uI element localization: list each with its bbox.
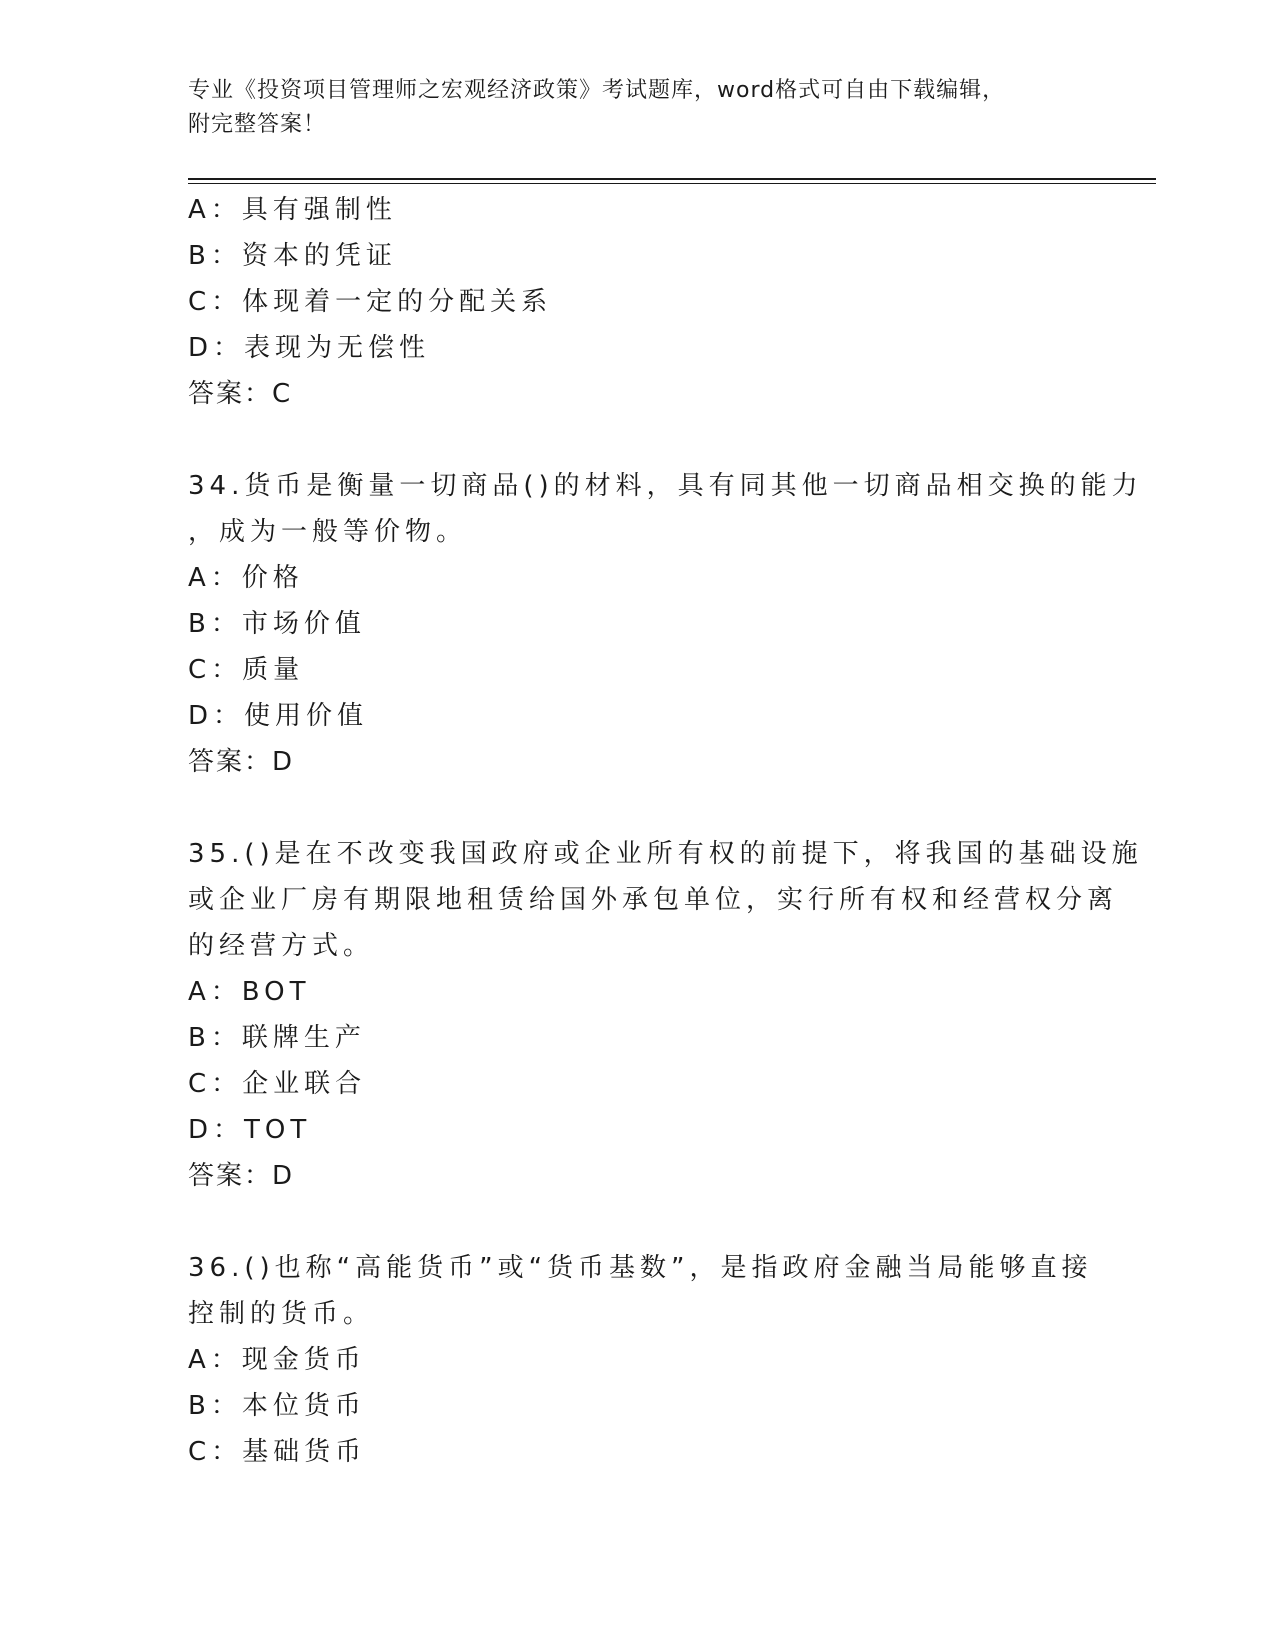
spacer bbox=[188, 785, 1088, 831]
option-a: A：现金货币 bbox=[188, 1345, 366, 1375]
question-34 bbox=[188, 463, 1143, 785]
answer-line: 答案：C bbox=[188, 379, 293, 409]
option-b: B：本位货币 bbox=[188, 1391, 366, 1421]
question-text: 36.()也称“高能货币”或“货币基数”，是指政府金融当局能够直接 bbox=[188, 1253, 1093, 1283]
option-a: A：价格 bbox=[188, 563, 304, 593]
answer-line: 答案：D bbox=[188, 747, 295, 777]
option-c: C：基础货币 bbox=[188, 1437, 367, 1467]
header-divider bbox=[188, 178, 1156, 180]
question-text: 35.()是在不改变我国政府或企业所有权的前提下，将我国的基础设施 bbox=[188, 839, 1143, 869]
header-line: 附完整答案！ bbox=[188, 112, 327, 137]
answer-line: 答案：D bbox=[188, 1161, 295, 1191]
option-c: C：体现着一定的分配关系 bbox=[188, 287, 553, 317]
option-c: C：质量 bbox=[188, 655, 305, 685]
spacer bbox=[188, 417, 1088, 463]
document-header bbox=[188, 74, 1088, 142]
question-text: 34.货币是衡量一切商品()的材料，具有同其他一切商品相交换的能力 bbox=[188, 471, 1143, 501]
header-line: 专业《投资项目管理师之宏观经济政策》考试题库，word格式可自由下载编辑， bbox=[188, 78, 1006, 103]
question-35 bbox=[188, 831, 1143, 1199]
question-text: ，成为一般等价物。 bbox=[188, 517, 468, 547]
spacer bbox=[188, 1199, 1088, 1245]
question-text: 控制的货币。 bbox=[188, 1299, 375, 1329]
option-d: D：表现为无偿性 bbox=[188, 333, 431, 363]
header-divider-thin bbox=[188, 183, 1156, 184]
option-d: D：使用价值 bbox=[188, 701, 369, 731]
question-text: 或企业厂房有期限地租赁给国外承包单位，实行所有权和经营权分离 bbox=[188, 885, 1119, 915]
option-d: D：TOT bbox=[188, 1115, 312, 1145]
option-c: C：企业联合 bbox=[188, 1069, 367, 1099]
option-a: A：具有强制性 bbox=[188, 195, 397, 225]
option-b: B：联牌生产 bbox=[188, 1023, 366, 1053]
option-b: B：资本的凭证 bbox=[188, 241, 397, 271]
question-list bbox=[188, 187, 1143, 1475]
question-36 bbox=[188, 1245, 1093, 1475]
question-33 bbox=[188, 187, 1088, 417]
option-b: B：市场价值 bbox=[188, 609, 366, 639]
option-a: A：BOT bbox=[188, 977, 311, 1007]
question-text: 的经营方式。 bbox=[188, 931, 375, 961]
